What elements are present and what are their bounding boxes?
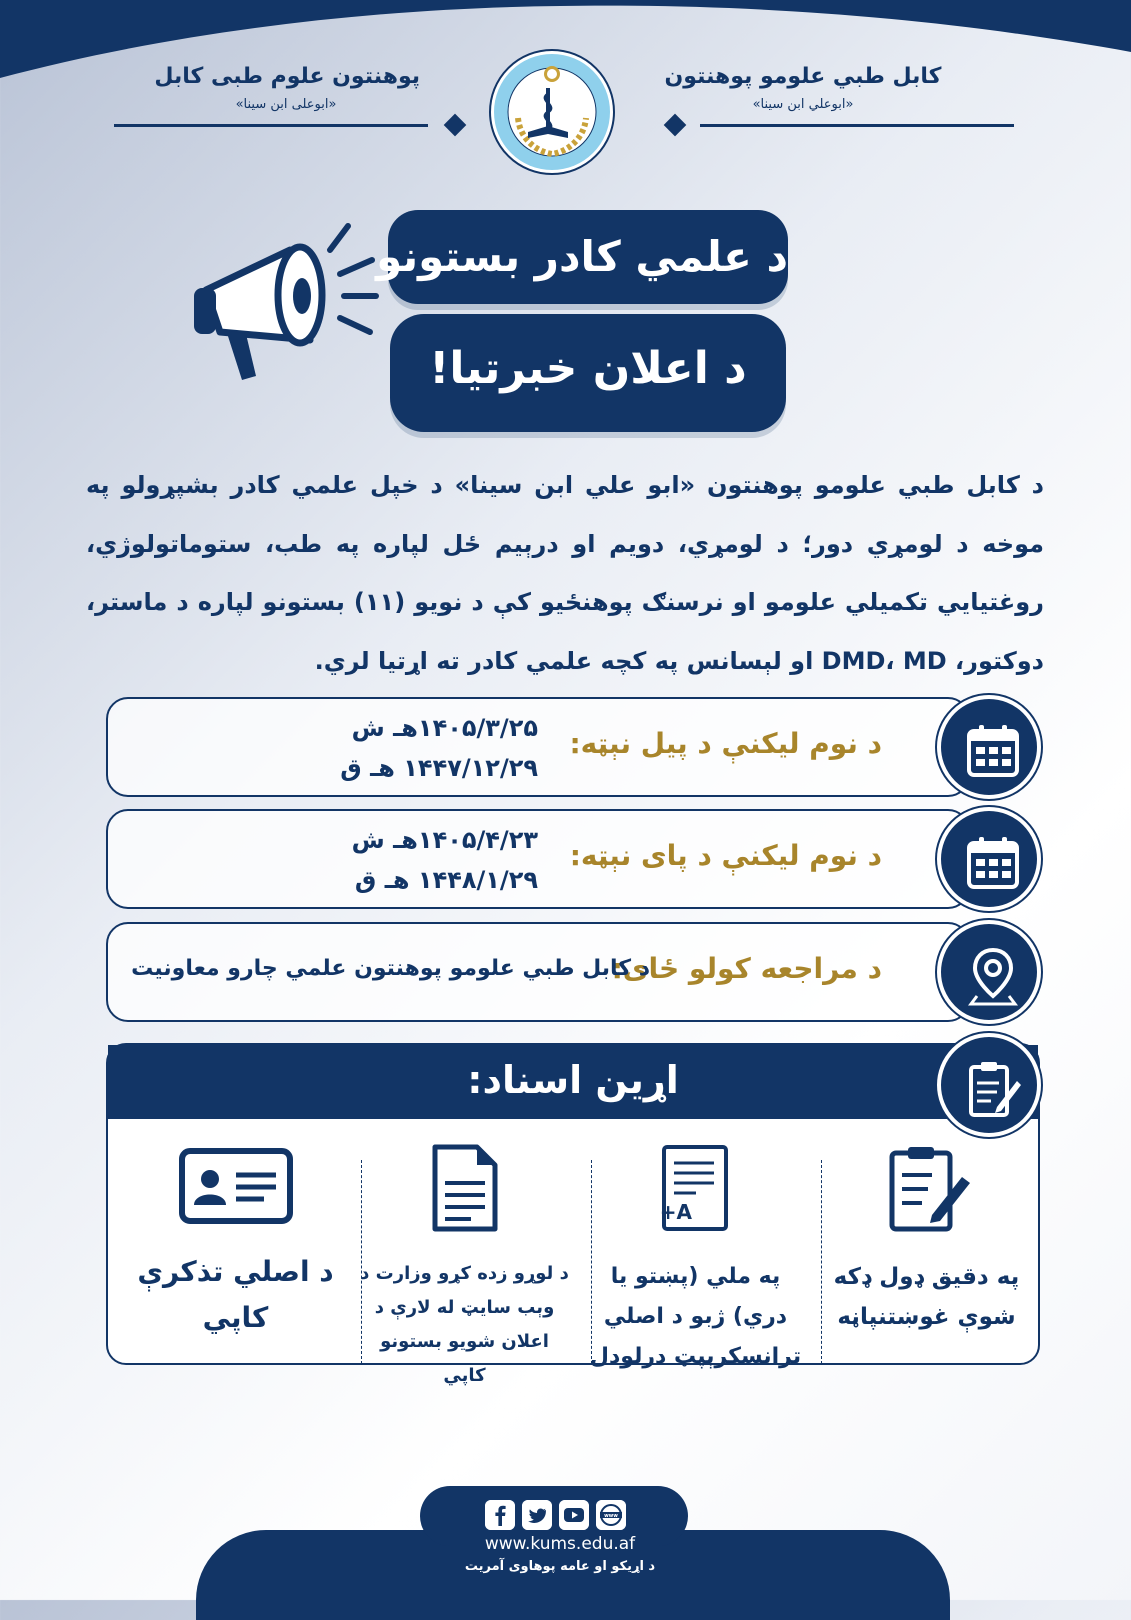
doc-separator-3	[821, 1160, 822, 1364]
footer-website-link[interactable]: www.kums.edu.af	[484, 1534, 636, 1554]
doc-separator-2	[591, 1160, 592, 1364]
twitter-icon[interactable]	[522, 1500, 552, 1530]
graded-sheet-icon	[656, 1143, 736, 1233]
end-date-label: د نوم لیکنې د پای نېټه:	[569, 839, 882, 872]
document-item-transcript	[580, 1119, 811, 1369]
document-item-application-form-text: په دقیق ډول ډکه شوې غوښتنپاڼه	[833, 1264, 1020, 1330]
svg-text:www: www	[604, 1513, 618, 1519]
document-icon	[425, 1143, 505, 1233]
header-left-subtitle: «ابوعلی ابن سینا»	[235, 97, 337, 112]
web-icon[interactable]	[596, 1500, 626, 1530]
intro-paragraph: د کابل طبي علومو پوهنتون «ابو علي ابن سينا» د خپل علمي کادر بشپړولو په موخه د لومړي دور؛ د لومړي، دويم او درېيم ځل لپاره په طب، ستوماتولوژي، روغتيايي تکميلي علومو او نرسنګ پوهنځيو کې د نويو (۱۱) بستونو لپاره د ماستر، دوکتور، DMD، MD او لېسانس په کچه علمي کادر ته اړتيا لري.	[86, 471, 1044, 675]
header-right-title: کابل طبي علومو پوهنتون	[664, 64, 942, 89]
footer-motto: د اړیکو او عامه پوهاوی آمریت	[464, 1559, 656, 1574]
doc-separator-1	[361, 1160, 362, 1364]
required-documents-box	[106, 1043, 1040, 1386]
start-date-lunar: ۱۴۴۷/۱۲/۲۹ هـ ق	[340, 754, 538, 782]
documents-heading: اړین اسناد:	[108, 1045, 1038, 1119]
id-card-icon	[178, 1147, 294, 1227]
calendar-icon	[963, 833, 1023, 893]
start-date-row	[106, 697, 970, 797]
location-circle	[937, 920, 1041, 1024]
document-item-application-form	[811, 1119, 1042, 1365]
document-item-announcement-copy-text: د لوړو زده کړو وزارت د وېب سایټ له لارې د اعلان شویو بستونو کاپي	[360, 1263, 569, 1386]
location-value: د کابل طبي علومو پوهنتون علمي چارو معاونيت	[131, 956, 650, 981]
end-date-solar: ۱۴۰۵/۴/۲۳هـ ش	[351, 826, 538, 854]
clipboard-pen-icon	[963, 1059, 1023, 1119]
megaphone-icon	[190, 220, 380, 390]
title-pill-line2: د اعلان خبرتیا!	[390, 314, 786, 432]
svg-text:A+: A+	[659, 1200, 692, 1224]
clipboard-pen-icon	[882, 1143, 972, 1233]
location-pin-icon	[963, 946, 1023, 1006]
header-line-left	[114, 124, 428, 127]
start-date-label: د نوم لیکنې د پیل نېټه:	[569, 727, 882, 760]
start-date-calendar-circle	[937, 695, 1041, 799]
title-pill-line1: د علمي کادر بستونو	[388, 210, 788, 304]
calendar-icon	[963, 721, 1023, 781]
header-diamond-right	[664, 114, 687, 137]
location-row	[106, 922, 970, 1022]
youtube-icon[interactable]	[559, 1500, 589, 1530]
documents-heading-circle	[937, 1033, 1041, 1137]
header-line-right	[700, 124, 1014, 127]
document-item-id-copy-text: د اصلي تذکرې کاپي	[137, 1255, 334, 1334]
document-item-id-copy	[120, 1119, 351, 1365]
kums-seal-logo	[488, 48, 616, 176]
document-item-announcement-copy	[349, 1119, 580, 1386]
facebook-icon[interactable]	[485, 1500, 515, 1530]
end-date-calendar-circle	[937, 807, 1041, 911]
end-date-row	[106, 809, 970, 909]
end-date-lunar: ۱۴۴۸/۱/۲۹ هـ ق	[354, 866, 538, 894]
header-right-subtitle: «ابوعلي ابن سينا»	[752, 97, 854, 112]
location-label: د مراجعه کولو ځای:	[611, 952, 882, 985]
start-date-solar: ۱۴۰۵/۳/۲۵هـ ش	[351, 714, 538, 742]
document-item-transcript-text: په ملي (پښتو یا دري) ژبو د اصلي ترانسکرېپټ درلودل	[589, 1264, 802, 1369]
header-diamond-left	[444, 114, 467, 137]
header-left-title: پوهنتون علوم طبی کابل	[154, 64, 420, 89]
